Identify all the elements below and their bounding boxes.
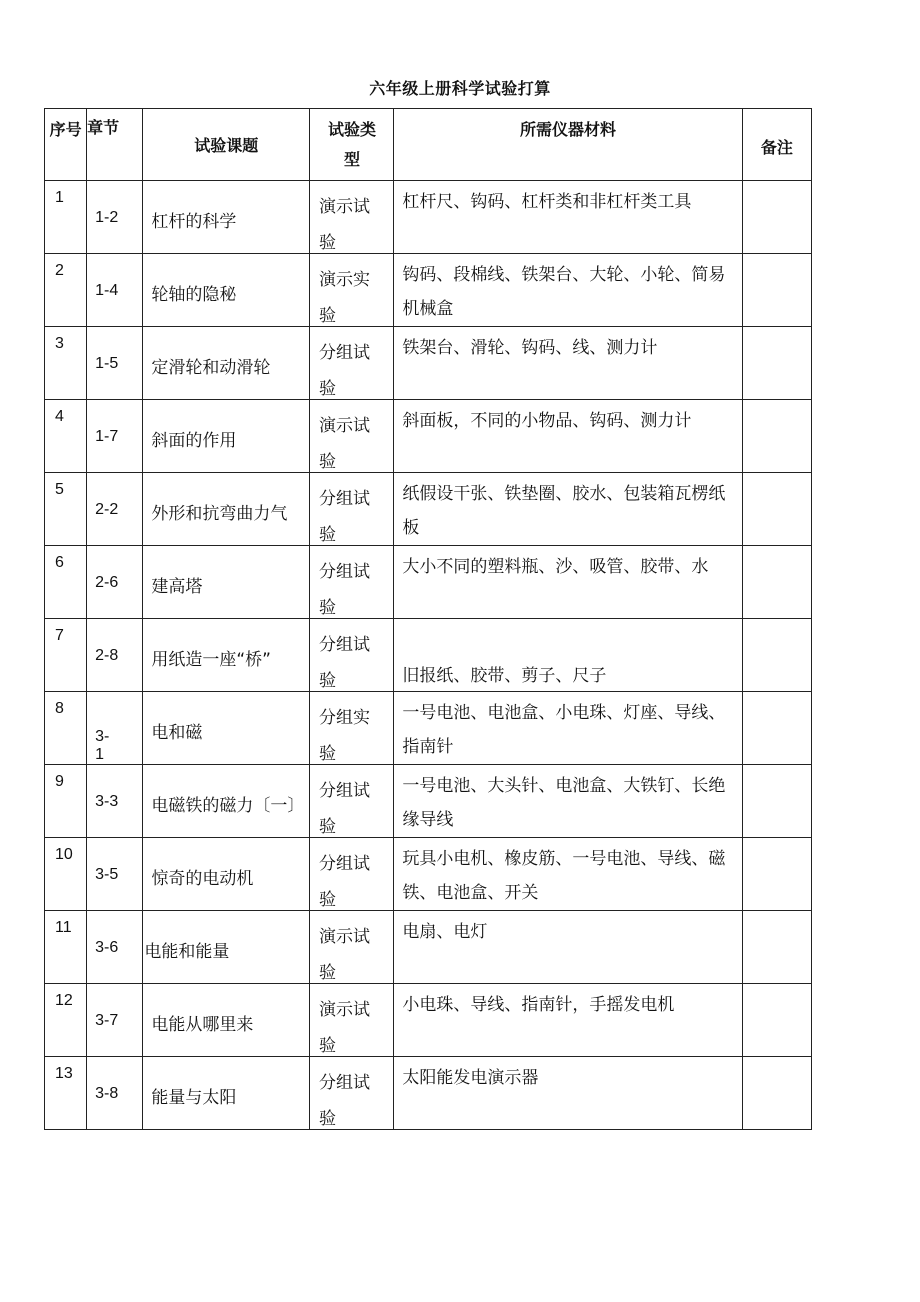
row-type: 分组实验	[319, 708, 371, 764]
row-topic: 电和磁	[151, 723, 203, 743]
row-chapter: 3-6	[95, 939, 119, 956]
row-materials: 一号电池、大头针、电池盒、大铁钉、长绝缘导线	[402, 776, 726, 830]
row-chapter: 1-2	[95, 209, 119, 226]
row-no: 10	[55, 846, 73, 863]
table-row	[45, 838, 812, 911]
row-topic: 杠杆的科学	[151, 212, 237, 232]
row-topic: 惊奇的电动机	[151, 869, 254, 889]
row-materials: 大小不同的塑料瓶、沙、吸管、胶带、水	[402, 557, 709, 577]
row-chapter: 3-3	[95, 793, 119, 810]
row-chapter: 3-1	[95, 728, 110, 763]
table-row	[45, 1057, 812, 1130]
row-chapter: 3-8	[95, 1085, 119, 1102]
header-no: 序号	[49, 120, 82, 139]
header-topic-cell	[143, 109, 310, 181]
row-type: 分组试验	[319, 562, 371, 618]
row-type: 分组试验	[319, 854, 371, 910]
row-no: 11	[55, 919, 72, 936]
experiment-plan-table	[44, 108, 812, 1130]
row-materials: 太阳能发电演示器	[402, 1068, 539, 1088]
row-no: 13	[55, 1065, 73, 1082]
table-row	[45, 473, 812, 546]
table-row	[45, 984, 812, 1057]
row-no: 5	[55, 481, 64, 498]
header-type-cell	[310, 109, 394, 181]
row-topic: 轮轴的隐秘	[151, 285, 237, 305]
row-type: 演示试验	[319, 197, 371, 253]
row-type: 演示试验	[319, 416, 371, 472]
header-chapter: 章节	[87, 118, 120, 137]
row-materials: 小电珠、导线、指南针，手摇发电机	[402, 995, 675, 1015]
row-materials: 纸假设干张、铁垫圈、胶水、包装箱瓦楞纸板	[402, 484, 726, 538]
row-materials: 杠杆尺、钩码、杠杆类和非杠杆类工具	[402, 192, 692, 212]
table-row	[45, 765, 812, 838]
header-topic: 试验课题	[194, 136, 259, 155]
row-no: 6	[55, 554, 64, 571]
table-row	[45, 619, 812, 692]
table-row	[45, 692, 812, 765]
row-chapter: 1-4	[95, 282, 119, 299]
row-chapter: 3-5	[95, 866, 119, 883]
table-row	[45, 181, 812, 254]
row-chapter: 1-7	[95, 428, 119, 445]
row-no: 9	[55, 773, 64, 790]
row-no: 1	[55, 189, 64, 206]
row-materials: 玩具小电机、橡皮筋、一号电池、导线、磁铁、电池盒、开关	[402, 849, 726, 903]
header-materials-cell	[394, 109, 742, 181]
row-chapter: 1-5	[95, 355, 119, 372]
header-notes: 备注	[760, 138, 793, 157]
row-topic: 能量与太阳	[151, 1088, 237, 1108]
row-no: 12	[55, 992, 73, 1009]
table-row	[45, 911, 812, 984]
row-topic: 建高塔	[151, 577, 203, 597]
row-topic: 用纸造一座“桥”	[151, 650, 271, 670]
row-type: 演示实验	[319, 270, 371, 326]
row-type: 分组试验	[319, 489, 371, 545]
row-materials: 钩码、段棉线、铁架台、大轮、小轮、简易机械盒	[402, 265, 726, 319]
header-type: 试验类型	[328, 120, 377, 169]
row-type: 分组试验	[319, 1073, 371, 1129]
table-row	[45, 254, 812, 327]
header-no-cell	[45, 109, 87, 181]
row-type: 分组试验	[319, 635, 371, 691]
row-type: 分组试验	[319, 781, 371, 837]
row-chapter: 3-7	[95, 1012, 119, 1029]
row-no: 4	[55, 408, 64, 425]
row-topic: 斜面的作用	[151, 431, 237, 451]
row-materials: 铁架台、滑轮、钩码、线、测力计	[402, 338, 658, 358]
row-no: 2	[55, 262, 64, 279]
row-topic: 电能和能量	[144, 942, 230, 962]
row-chapter: 2-6	[95, 574, 119, 591]
table-row	[45, 400, 812, 473]
row-topic: 电磁铁的磁力〔一〕	[151, 796, 305, 816]
row-topic: 定滑轮和动滑轮	[151, 358, 271, 378]
row-no: 3	[55, 335, 64, 352]
table-row	[45, 546, 812, 619]
row-materials: 旧报纸、胶带、剪子、尺子	[402, 666, 607, 686]
row-materials: 电扇、电灯	[402, 922, 488, 942]
row-materials: 一号电池、电池盒、小电珠、灯座、导线、指南针	[402, 703, 726, 757]
table-row	[45, 327, 812, 400]
row-materials: 斜面板，不同的小物品、钩码、测力计	[402, 411, 692, 431]
row-no: 8	[55, 700, 64, 717]
row-chapter: 2-2	[95, 501, 119, 518]
header-chapter-cell	[87, 109, 143, 181]
row-chapter: 2-8	[95, 647, 119, 664]
row-topic: 外形和抗弯曲力气	[151, 504, 288, 524]
row-type: 分组试验	[319, 343, 371, 399]
document-title: 六年级上册科学试验打算	[369, 79, 551, 98]
row-no: 7	[55, 627, 64, 644]
header-notes-cell	[742, 109, 811, 181]
table-header-row	[45, 109, 812, 181]
row-type: 演示试验	[319, 927, 371, 983]
header-materials: 所需仪器材料	[520, 120, 617, 139]
row-type: 演示试验	[319, 1000, 371, 1056]
row-topic: 电能从哪里来	[151, 1015, 254, 1035]
